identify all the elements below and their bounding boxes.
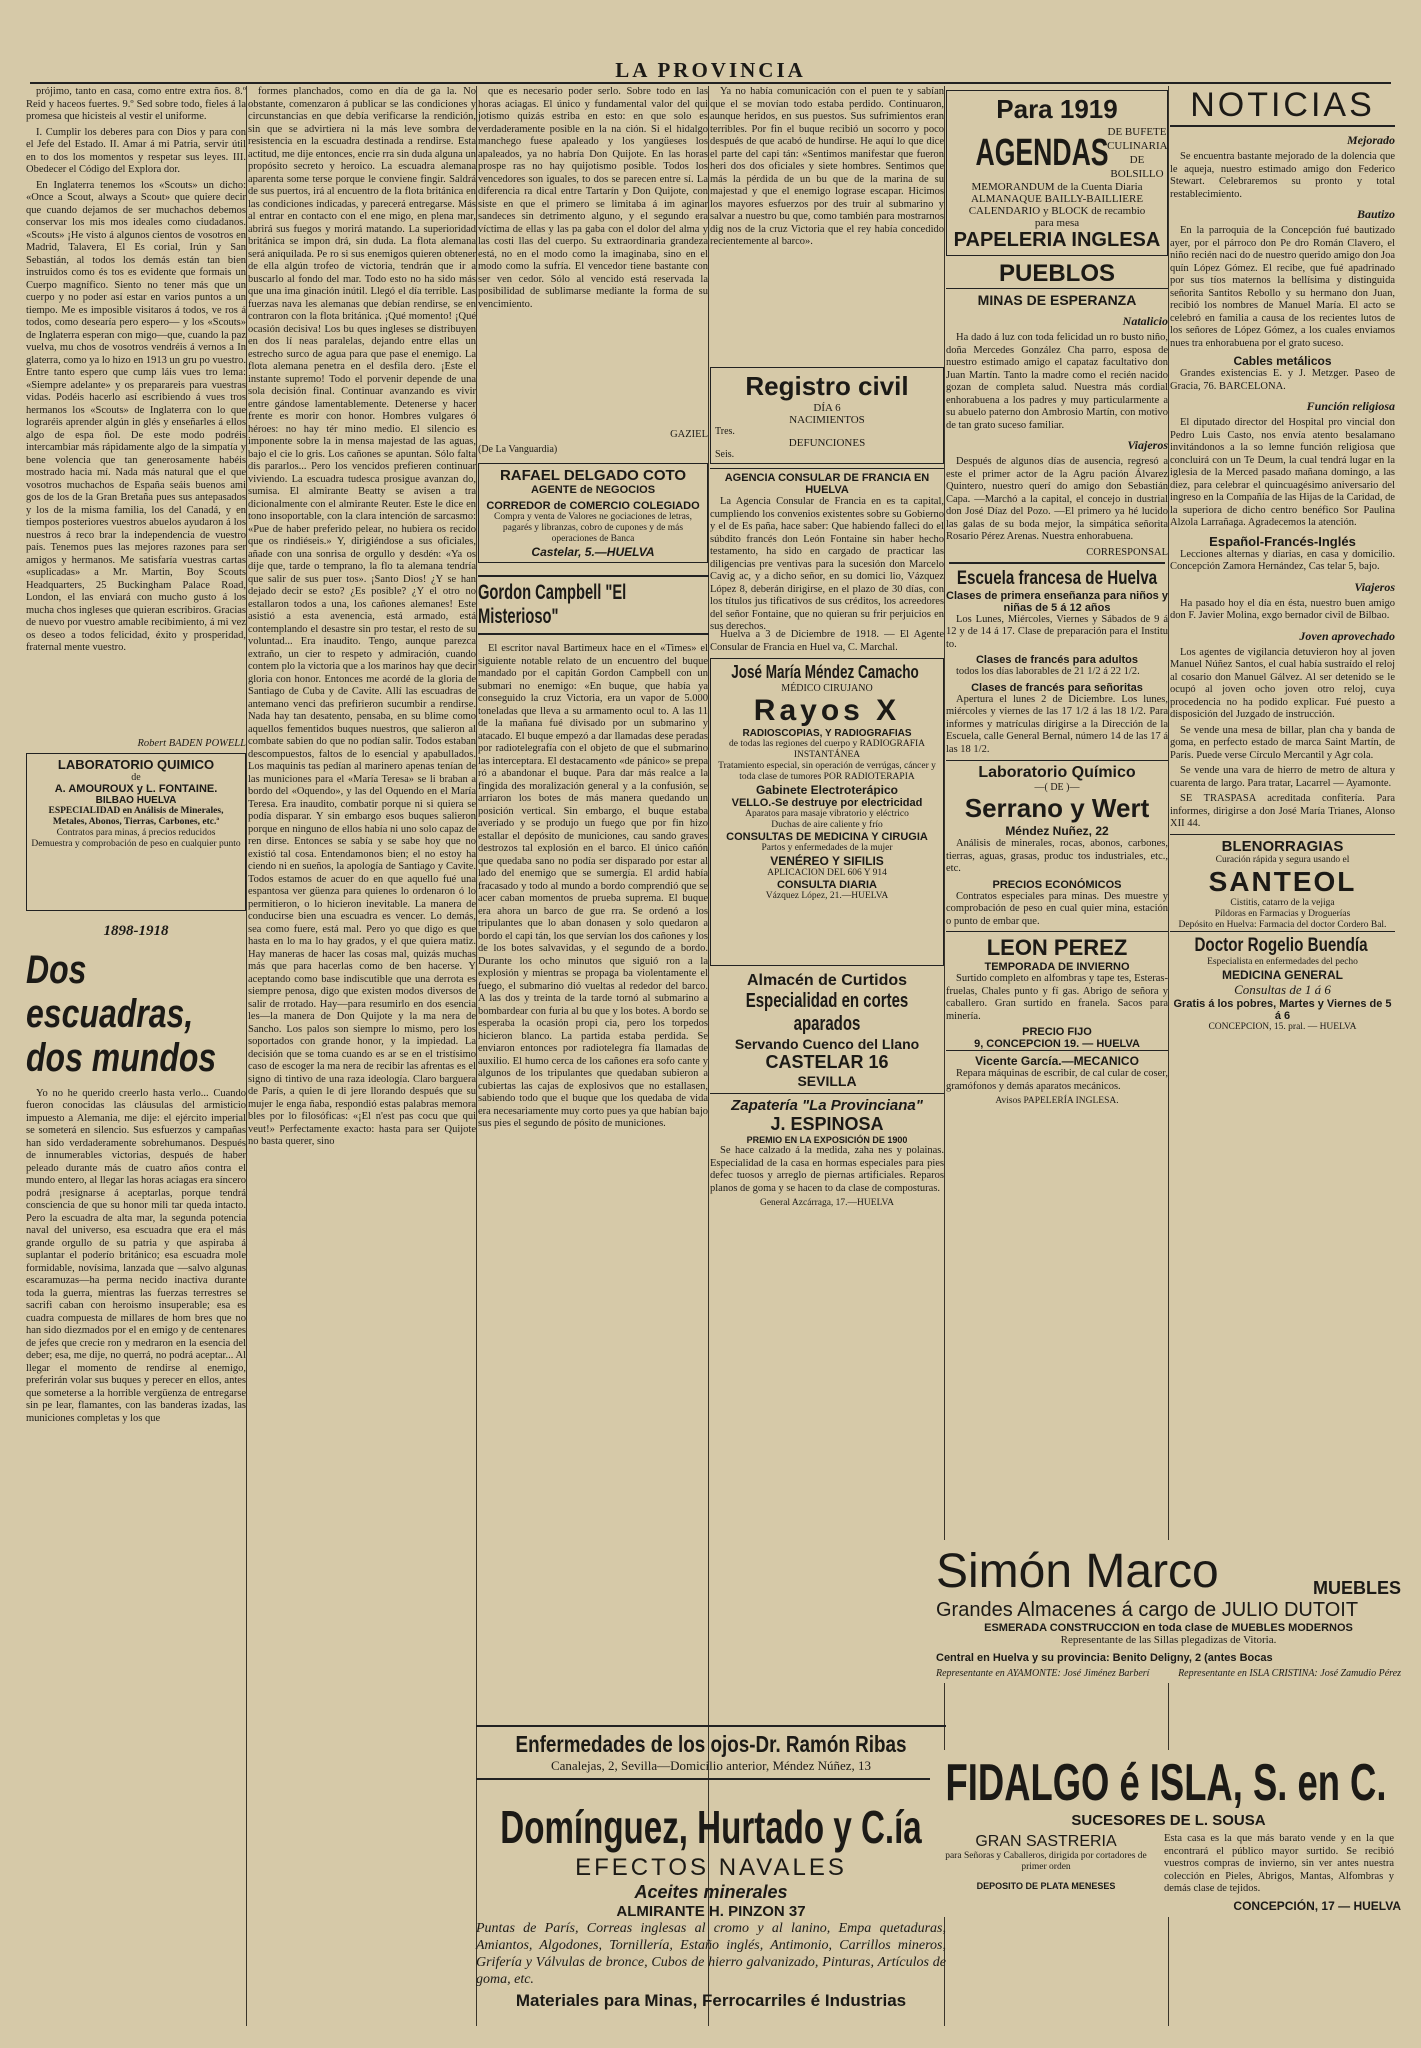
ad-leon-perez [946,931,1168,1050]
ad-ojos-ribas [476,1725,946,1780]
ad-text: Compra y venta de Valores ne gociaciones de letras, pagarés y libranzas, cobro de cupones y de más operaciones de Banca [494,512,692,544]
news-title: Viajeros [1354,579,1395,594]
ad-text: Grandes Almacenes á cargo de JULIO DUTOIT [936,1599,1359,1621]
article-text: En Inglaterra tenemos los «Scouts» un dicho: «Once a Scout, always a Scout» que quiere decir que cuando dejamos de ser muchachos debemos conservar los mis mos ideales como ciudadanos. «Scouts» ¡He visto á algunos cientos de vosotros en Madrid, Talavera, El Es corial, Irún y San Sebastián, al todos los demás están tan bien instruidos como és tos es evidente que formais un Cuerpo magnífico. Siento no tener más que un cuerpo y no poder así estar en varios puntos a un tiempo. Me es imposible visitaros á todos, ve ros á todos, como desearía pero espero— y los «Scouts» de Inglaterra esperan con migo—que, cuando la paz vuelva, mu chos de vosotros vendréis á vernos a In glaterra, como ya lo hizo en 1913 un gru po vuestro. Entre tanto espero que cump láis vues tro lema: «Siempre adelante» y os preparareis para vuestras vidas. Podéis hacerlo así escribiendo á vues tros hermanos los «Scouts» de Inglaterra con lo que lograréis aprender algún in glés y enseñarles á ellos algo de espa ñol. De este modo podréis intercambiar más rápidamente algo de la simpatía y bene volencia que tan generosamente habéis mostrado hacia mí. Nada más natural que el que vosotros muchachos de España seáis buenos ami gos de los de la Gran Bretaña pues sus antepasados y los de la misma familia, los del Canadá, y en tiempos posteriores vuestros abuelos ayudaron á los nuestros á reco brar la independencia de vuestro país. Tenemos pues las mejores razones para ser amigos y hermanos. Me satisfaría vuestras cartas «suplicadas» a Mr. Martin, Boy Scouts Headquarters, 25 Buckingham Palace Road, London, el las enviará con mucho gusto á los mucha chos ingleses que quieran escribiros. Gracias de nuevo por vuestro amable recibimiento, á mi vez os deseo a todos felicidad, éxito y prosperidad, fraternal mente vuestro. [26,179,246,653]
column-1 [26,86,246,2026]
ad-title: Zapatería "La Provinciana" [731,1097,923,1114]
news-text: Ha dado á luz con toda felicidad un ro busto niño, doña Mercedes González Cha parro, esposa de nuestro estimado amigo el capataz facultativo don Juan Martín. Tanto la madre como el recién nacido gozan de completa salud. Nuestra más cordial enhorabuena a los padres y muy particularmente a su abuelo paterno don Ambrosio Martín, con motivo de tan grato suceso familiar. [946,332,1168,431]
ad-text: J. ESPINOSA [770,1114,884,1134]
ad-text: Aceites minerales [634,1882,788,1902]
ad-text: Clases de primera enseñanza para niños y niñas de 5 á 12 años [946,589,1168,614]
ad-text: de todas las regiones del cuerpo y RADIOGRAFIA INSTANTÁNEA [728,739,926,760]
news-text: Los agentes de vigilancia detuvieron hoy al joven Manuel Núñez Santos, el cual había sustraído el reloj al cosario don Manuel Gálvez. Al ser detenido se le ocupó al joven ocho joven otro reloj, cuya procedencia no ha podido explicar. Fué puesto a disposición del Juzgado de instrucción. [1170,646,1395,720]
ad-title: Doctor Rogelio Buendía [1194,934,1368,956]
ad-text: Partos y enfermedades de la mujer [761,843,893,853]
article-text: La Agencia Consular de Francia en es ta capital, cumpliendo los convenios existentes sobre su Gobierno y el de Es paña, hace saber: Que habiendo falleci do el súbdito francés don León Fontaine sin haber hecho testamento, ha sido en cargado de practicar las diligencias pre ventivas para la sucesión don Marcelo Cavig ac, y a dicho señor, en su domici lio, Vázquez López 8, deberán dirigirse, en el plazo de 30 días, con los títulos jus tificativos de sus créditos, los acreedores del señor Fontaine, que no quieran su frir perjuicios en sus derechos. [710,496,944,632]
signature: Robert BADEN POWELL [137,737,246,749]
ad-simon-marco [930,1540,1407,1683]
ad-text: A. AMOUROUX y L. FONTAINE. [54,782,218,795]
ad-text: Tratamiento especial, sin operación de verrúgas, cáncer y toda clase de tumores POR RADIOTERAPIA [718,761,936,782]
section-title: NOTICIAS [1170,86,1395,127]
section-title: MINAS DE ESPERANZA [946,288,1168,308]
news-text: En la parroquia de la Concepción fué bautizado ayer, por el párroco don Pe dro Román Clavero, el niño recién naci do de nuestro querido amigo don Joa quín López Gómez. El recibe, que fué apadrinado por sus tíos maternos la bellísima y distinguida señorita Santitos Rebollo y su hermano don Juan, recibió los nombres de Manuel María. El acto se celebró en familia a causa de los recientes lutos de los señores de López Gómez, a los cuales enviamos nues tra enhorabuena por el grato suceso. [1170,225,1395,349]
ad-text: Gratis á los pobres, Martes y Viernes de 5 á 6 [1173,997,1392,1022]
ad-text: Clases de francés para adultos [975,654,1138,666]
ad-text: CORREDOR de COMERCIO COLEGIADO [486,500,700,512]
ad-rafael-delgado [478,463,708,563]
article-text: Huelva a 3 de Diciembre de 1918. — El Agente Consular de Francia en Huel va, C. Marchal. [710,629,944,653]
ad-text: Contratos especiales para minas. Des muestre y comprobación de peso en cual quier mina, estación o punto de embar que. [946,890,1168,927]
ad-text: Depósito en Huelva: Farmacia del doctor Cordero Bal. [1178,919,1387,930]
ad-title: FIDALGO é ISLA, S. en C. [945,1754,1387,1812]
ad-text: ALMANAQUE BAILLY-BAILLIERE [970,193,1144,205]
ad-text: ESMERADA CONSTRUCCION en toda clase de MUEBLES MODERNOS [984,1622,1353,1634]
ad-text: CONSULTA DIARIA [776,879,877,891]
ad-agendas [946,90,1168,256]
ad-title: Enfermedades de los ojos-Dr. Ramón Ribas [515,1731,907,1757]
news-title: Mejorado [1347,133,1395,147]
ad-text: de [131,771,141,783]
ad-title: Vicente García.—MECANICO [975,1054,1139,1068]
section-title: AGENCIA CONSULAR DE FRANCIA EN HUELVA [710,468,944,496]
ad-text: General Azcárraga, 17.—HUELVA [759,1198,894,1208]
ad-dominguez-hurtado [476,1800,946,2011]
civil-births: NACIMIENTOS [789,414,865,426]
news-text: Ha pasado hoy el día en ésta, nuestro buen amigo don F. Javier Molina, exgo bernador civil de Bilbao. [1170,597,1395,621]
ad-doctor-buendia [1170,931,1395,1033]
ad-title: Almacén de Curtidos [746,972,908,989]
ad-title: Domínguez, Hurtado y C.ía [500,1801,922,1853]
column-5 [946,86,1168,2026]
ad-text: Especialidad en cortes aparados [745,990,909,1035]
ad-text: Esta casa es la que más barato vende y en la que encontrará el público mayor surtido. Se recibió vuestros compras de invierno, sin ver antes nuestra colección en Pieles, Abrigos, Mantas, Alfombras y demás clase de tejidos. [1164,1833,1394,1894]
ad-text: DE BUFETE CULINARIA DE BOLSILLO [1107,126,1168,180]
column-6 [1170,86,1395,1348]
ad-text: PREMIO EN LA EXPOSICIÓN DE 1900 [746,1135,908,1145]
ad-text: Curación rápida y segura usando el [1215,854,1350,865]
ad-text: Servando Cuenco del Llano [734,1036,920,1052]
article-source: (De La Vanguardia) [478,444,558,455]
news-title: Joven aprovechado [1299,628,1395,643]
ad-text: Canalejas, 2, Sevilla—Domicilio anterior, Méndez Núñez, 13 [550,1758,872,1773]
article-text: Yo no he querido creerlo hasta verlo... Cuando fueron conocidas las cláusulas del armisticio impuesto a Alemania, me dije: el ejército imperial se someterá en silencio. Sus esfuerzos y campañas han sido verdaderamente sobrehumanos. Después de innumerables victorias, después de haber peleado durante más de cuatro años contra el mundo entero, al llegar las horas aciagas era síncero podrá ¡resignarse á aceptarlas, porque tendrá consciencia de que su honor mili tar queda intacto. Pero la escuadra de alta mar, la segunda potencia naval del universo, esa escuadra que era el más grande orgullo de su patria y que aspiraba á suplantar el poderío británico; esa escuadra mole formidable, novísima, lanzada que —salvo algunas escaramuzas—ha perma necido inactiva durante toda la guerra, mientras las fuerzas terrestres se sacrifi caban con heroismo insuperable; esa es cuadra compuesta de millares de hom bres que no han sido diezmados por el en emigo y de centenares de jefes que crecie ron y medraron en la esencia del deber; esa, me dije, no querrá, no podrá aceptar... Al llegar el momento de rendirse al enemigo, preferirán volar sus buques y perecer en ellos, antes que someterse a la horrible vergüenza de entregarse sin pe lear, flamantes, con las banderas izadas, las municiones completas y los que [26,1087,246,1424]
ad-text: EFECTOS NAVALES [575,1854,847,1881]
ad-text: Se hace calzado á la medida, zaha nes y polainas. Especialidad de la casa en hormas especiales para pies defec tuosos y arreglo de piernas artificiales. Reparos planos de goma y se hacen to da clase de composturas. [710,1145,944,1194]
ad-text: para mesa [1034,217,1080,229]
ad-text: Duchas de aire caliente y frío [771,820,883,830]
ad-title: Simón Marco [936,1545,1219,1598]
ad-text: CONSULTAS DE MEDICINA Y CIRUGIA [726,831,928,843]
section-title: Registro civil [745,371,909,401]
ad-serrano-wert [946,760,1168,928]
news-title: Bautizo [1356,207,1395,221]
civil-births-count: Tres. [715,426,735,437]
ad-text: Contratos para minas, á precios reducidos [56,827,216,838]
civil-deaths: DEFUNCIONES [788,437,866,449]
ad-text: Los Lunes, Miércoles, Viernes y Sábados de 9 á 12 y de 14 á 17. Clase de preparación para el Institu to. [946,613,1168,650]
news-text: Lecciones alternas y diarias, en casa y domicilio. Concepción Zamora Hernández, Cas telar 5, bajo. [1170,548,1395,572]
ad-text: MUEBLES [1312,1578,1401,1598]
news-text: El diputado director del Hospital pro vincial don Pedro Luis Casto, nos envía atento besalamano invitándonos a la so lemne función religiosa que concluirá con un Te Deum, la cual tendrá lugar en la iglesia de la Merced pasado mañana domingo, a las diez, para celebrar el quincuagésimo aniversario del ingreso en la Compañía de las Hijas de la Caridad, de la superiora de dicho centro benéfico Sor Paulina Alzola Larrañaga. Agradecemos la atención. [1170,417,1395,528]
ad-title: José María Méndez Camacho [731,662,919,682]
ad-text: Consultas de 1 á 6 [1234,981,1331,997]
article-headline: Gordon Campbell "El Misterioso" [478,575,709,635]
ad-text: Surtido completo en alfombras y tape tes, Esteras-fruelas, Chales punto y fí gas. Abrigo de señora y caballero. Gran surtido en franela. Sacos para minería. [946,973,1168,1022]
ad-text: VELLO.-Se destruye por electricidad [731,797,923,809]
ad-title: Rayos X [753,694,901,727]
ad-text: Apertura el lunes 2 de Diciembre. Los lunes, miércoles y viernes de las 17 1/2 á las 18 1/2. Para informes y matrículas dirigirse a la Dirección de la Escuela, calle General Bernal, número 14 de las 17 á las 18 1/2. [946,693,1168,755]
ad-title: Laboratorio Químico [978,764,1136,781]
ad-text: PAPELERIA INGLESA [953,229,1161,251]
ad-text: GRAN SASTRERIA [975,1833,1117,1850]
civil-day: DÍA 6 [813,402,841,414]
ad-text: Demuestra y comprobación de peso en cualquier punto [31,838,241,849]
column-rule [246,86,247,2026]
article-text: formes planchados, como en día de ga la. No obstante, comenzaron á publicar se las condiciones y circunstancias en que debía verificarse la rendición, sin que se advirtiera ni la más leve sombra de resistencia en la escuadra destinada a rendirse. Esta actitud, me dije entonces, encie rra sin duda alguna un propósito secreto y heroico. La escuadra alemana aparenta some terse porque le conviene fingir. Saldrá de sus puertos, irá al encuentro de la flota británica en las condiciones indicadas, y parecerá entregarse. Más al entrar en contacto con el ene migo, en plena mar, abrirá sus fuegos y morirá matando. La superioridad británica se impon drá, sin duda. La flota alemana será aniquilada. Pe ro si sus enemigos quieren obtener de ella algún trofeo de victoria, tendrán que ir a buscarlo al fondo del mar. Todo esto no ha sido más que una ima ginación inútil. Llegó el día terrible. Las fuerzas nava les alemanas que debían rendirse, se en contraron con la flota británica. ¡Qué momento! ¡Qué ocasión decisiva! Los bu ques ingleses se distribuyen en dos lí neas paralelas, dejando entre ellas un estrecho surco de agua para que pase el enemigo. La flota alemana penetra en el desfila dero. ¡Este el instante supremo! Todo el porvenir depende de una sola decisión final. Continuar avanzando es vivir entre gándose lamentablemente. Detenerse y hacer frente es morir con honor. Hombres vulgares ó héroes: no hay tér mino medio. El silencio es imponente sobre la in mensa majestad de las aguas, bajo el cie lo gris. Los cañones se apuntan. Sólo falta dis pararlos... Pero los vencidos prefieren continuar viviendo. La escuadra tudesca prosigue avanzan do, sumisa. El almirante Beatty se avisen a tra dicionalmente con el almirante Reuter. Este le dice en tono insoportable, con la clara intención de sarcasmo: «Pue de haber preferido pelear, no hubiera os recido que os rindiéseis.» Y, dirigiéndose a sus oficiales, añade con una sonrisa de orgullo y desdén: «Ya os dije que, tarde o temprano, la flo ta alemana tendría que salir de sus puer tos». ¡Santo Dios! ¿Y se han dejado decir se esto? ¿Es posible? ¿Y el otro no estallaron todos a una, los cañones alemanes! Este asistió a esta avenencia, está armado, está contemplando el desastre sin pro testar, el resto de su voluntad... Era inaudito. Tengo, aunque parezca extraño, un cier to respeto y admiración, cuando contem plo la victoria que a los marinos hay que decir gloria con honor. Entonces me acordé de la gloria de Santiago de Cuba y de Cavite. Allí las escuadras de antemano venci das prefirieron sucumbir a rendirse. Nada hay tan desatento, pensaba, en su blime como aquellos fementidos buques nuestros, que salieron al combate sabien do que no podían salir. Todos estaban descompuestos, faltos de lo esencial y apabullados. Los maquinis tas pedían al marinero apenas tenían de las municiones para el «María Teresa» se li braban a bordo del «Oquendo», y las del Oquendo en el María Teresa. Era inaudito, combatir porque ni si quiera se podía disparar. Y sin embargo esos buques salieron porque en ninguno de ellos había ni uno solo capaz de ren dirse. Entonces se sabía y se sabe hoy que no existió tal cosa. Entendamonos bien; el no estoy ha ciendo ni en sueños, la apología de Santiago y Cavite. Todos estamos de acuer do en que aquello fué una espantosa ver güenza para quienes lo ordenaron ó lo permitieron, o lo hicieron inevitable. La manera de conducirse bien una escuadra es vencer. Lo demás, sea como fuere, está mal. Pero yo que digo es que hasta en lo ma lo hay grados, y el que quiera matiz. Hay maneras de hacer las cosas mal, quizás muchas más que para hacerlas como de ben hacerse. Y aceptando como base indiscutible que una derrota es siempre penosa, digo que existen modos diversos de salir de rrotado. Hay—para resumirlo en dos esencia les—la manera de Don Quijote y la ma nera de Sancho. Los palos son siempre lo mismo, pero los soportados con grande honor, y la impiedad. La decisión que se toma cuando es ar se en el tristísimo caso de escoger la ma nera de recibir las afrentas es el signo di tintivo de una raza ideología. Claro barguera de París, a quien le di jere llorando después que su mujer le enga ñaba, respondió estas palabras memora bles por lo filosóficas: «¡El n'est pas cocu que qui veut!» Perfectamente exacto: hasta para ser Quijote no basta querer, sino [248,86,476,1147]
article-text: I. Cumplir los deberes para con Dios y para con el Jefe del Estado. II. Amar á mi Patria, servir útil en to dos los momentos y respetar sus leyes. III. Obedecer el Código del Explora dor. [26,126,246,175]
ad-text: Píldoras en Farmacias y Droguerías [1214,908,1351,919]
ad-text: todos los días laborables de 21 1/2 á 22 1/2. [956,666,1140,677]
ad-text: Puntas de París, Correas inglesas al cromo y al lanino, Empa quetaduras, Amiantos, Algodones, Tornillería, Estaño inglés, Antimonio, Carrillos mineros, Grifería y Válvulas de bronce, Cubos de hierro galvanizado, Pinturas, Artículos de goma, etc. [476,1921,946,1987]
ad-text: 9, CONCEPCION 19. — HUELVA [974,1038,1140,1050]
classified-ad: Se vende una vara de hierro de metro de altura y cuarenta de largo. Para tratar, Lacarrel — Ayamonte. [1170,765,1395,789]
ad-title: AGENDAS [975,131,1109,174]
ad-text: PRECIOS ECONÓMICOS [992,878,1122,891]
ad-title: Para 1919 [996,94,1118,124]
ad-text: Especialista en enfermedades del pecho [1207,956,1358,967]
ad-text: Castelar, 5.—HUELVA [531,545,655,559]
section-title: PUEBLOS [998,260,1115,287]
ad-text: BILBAO HUELVA [95,794,177,806]
ad-text: CONCEPCION, 15. pral. — HUELVA [1208,1021,1357,1032]
news-text: Después de algunos días de ausencia, regresó a este el primer actor de la Agru pación Álvarez Quintero, nuestro querí do amigo don Sebastián Capa. —Marchó a la capital, el concejo in dustrial don José Díaz del Pozo. —El primero ya hé lucido las galas de su boda mejor, la simpática señorita Rosario Pérez Arenas. Nuestra enhorabuena. [946,456,1168,542]
signature: GAZIEL [670,429,708,440]
ad-text: Clases de francés para señoritas [971,681,1143,694]
ad-vicente-garcia [946,1050,1168,1107]
ad-text: Representante en AYAMONTE: José Jiménez Barberí [936,1668,1150,1679]
ad-text: ESPECIALIDAD en Análisis de Minerales, Metales, Abonos, Tierras, Carbones, etc.ª [48,805,224,827]
classified-ad: SE TRASPASA acreditada confitería. Para informes, dirigirse a don José María Trianes, Alonso XII 44. [1170,793,1395,829]
ad-text: Central en Huelva y su provincia: Benito Deligny, 2 (antes Bocas [936,1652,1273,1664]
article-dates: 1898-1918 [103,922,169,939]
article-text: prójimo, tanto en casa, como entre extra ños. 8.º Reid y haceos fuertes. 9.º Sed sobre todo, fieles á la promesa que hicisteis al vestir el uniforme. [26,86,246,122]
ad-text: CASTELAR 16 [765,1052,889,1072]
ad-text: Gabinete Electroterápico [755,783,899,797]
ad-text: CONCEPCIÓN, 17 — HUELVA [1233,1898,1401,1913]
ad-text: Avisos PAPELERÍA INGLESA. [995,1096,1119,1106]
ad-text: PRECIO FIJO [1022,1026,1092,1038]
ad-text: MEMORANDUM de la Cuenta Diaria [971,181,1143,193]
ad-text: VENÉREO Y SIFILIS [770,854,884,868]
ad-text: —( DE )— [1034,782,1080,793]
ad-santeol [1170,834,1395,931]
ad-fidalgo-isla [930,1750,1407,1917]
masthead: LA PROVINCIA [30,58,1391,84]
ad-text: Representante de las Sillas plegadizas de Vitoria. [1060,1634,1277,1646]
news-title: Cables metálicos [1233,354,1332,368]
article-text: El escritor naval Bartimeux hace en el «Times» el siguiente notable relato de un encuentro del buque mandado por el capitán Gordon Campbell con un submari no enemigo: «En buque, que había ya conseguido la cruz Victoria, era un vapor de 5.000 toneladas que lleva a su armamento ocul to. A las 11 de la mañana fué divisado por un submarino y atacado. El buque empezó a dar llamadas dese peradas por radiotelegrafía con el objeto de que el submarino las interceptara. El destacamento «de pánico» se prepa ró a abandonar el buque. Para dar más realce a la fingida des moralización general y a la confusión, se arriaron los botes de más manera quedando un posición vertical. Sin embargo, el buque estaba averiado y se produjo un fuego que por fin hizo estallar el depósito de municiones, cau sando graves destrozos tal explosión en el barco. El único cañón que quedaba sano no podía ser disparado por estar al lado del enemigo que se sumergía. El ardid había fracasado y todo al mundo a bordo comprendió que se acer caban momentos de prueba suprema. El buque era ahora un barco de gue rra. Se ordenó a los tripulantes que lo aban donasen y solo quedaron a bordo el capi tán, los que servían los dos cañones y los de los botes salvavidas, y el segundo de a bordo. Durante los ocho minutos que siguió ron a la explosión y mientras se propaga ba violentamente el fuego, el submarino dió vueltas al rededor del barco. A las dos y treinta de la tarde tornó al submarino a bombardear con furia al bu que y los botes. A bordo se esperaba la ocasión propi cia, pero los torpedos hicieron blanco. La partida estaba perdida. Se enviaron entonces por radiotelegra fía llamadas de auxilio. El humo cerca de los cañones era sofo cante y algunos de los tripulantes que quedaban subieron a cubiertas las cajas de explosivos que no estallasen, sabiendo todo que el buque que los quedaba de vida era necesariamente muy corto pues ya que habían bajo sus pies el segundo de pósito de municiones. [478,643,708,1129]
ad-text: ALMIRANTE H. PINZON 37 [616,1903,806,1920]
news-text: Grandes existencias E. y J. Metzger. Paseo de Gracia, 76. BARCELONA. [1170,368,1395,392]
ad-title: Escuela francesa de Huelva [949,562,1165,590]
news-text: Se encuentra bastante mejorado de la dolencia que le aqueja, nuestro estimado amigo don Federico Stewart. Celebraremos su pronto y total restablecimiento. [1170,151,1395,200]
ad-text: SUCESORES DE L. SOUSA [1071,1812,1266,1829]
ad-title: LABORATORIO QUIMICO [57,756,215,772]
ad-title: SANTEOL [1208,865,1357,897]
ad-text: DEPOSITO DE PLATA MENESES [976,1881,1116,1891]
news-title: Función religiosa [1306,399,1395,413]
ad-text: Análisis de minerales, rocas, abonos, carbones, tierras, aguas, grasas, produc tos industriales, etc., etc. [946,838,1168,874]
news-title: Natalicio [1122,314,1168,328]
ad-text: Vázquez López, 21.—HUELVA [765,891,889,901]
ad-text: APLICACION DEL 606 Y 914 [767,868,887,878]
ad-title: BLENORRAGIAS [1221,837,1344,855]
ad-title: LEON PEREZ [986,935,1128,960]
civil-deaths-count: Seis. [715,449,735,460]
ad-laboratorio-quimico [26,753,246,911]
ad-text: CALENDARIO y BLOCK de recambio [968,205,1146,217]
ad-text: Materiales para Minas, Ferrocarriles é Industrias [515,1991,907,2010]
ad-text: Representante en ISLA CRISTINA: José Zamudio Pérez [1178,1668,1401,1679]
column-2 [248,86,476,2026]
ad-text: SEVILLA [797,1073,857,1089]
ad-title: Serrano y Wert [964,793,1150,823]
ad-title: RAFAEL DELGADO COTO [499,467,687,484]
classified-ad: Se vende una mesa de billar, plan cha y banda de goma, en perfecto estado de marca Saint Martín, de París. Puede verse Círculo Mercantil y Agr cola. [1170,724,1395,761]
article-text: que es necesario poder serlo. Sobre todo en las horas aciagas. El único y fundamental valor del qui jotismo quizás estriba en esto: en que solo es verdaderamente posible en la na ción. Si el hidalgo manchego fuese apaleado y los yangüeses los apaleados, ya no habría Don Quijote. En las horas prospe ras no hay quijotismo posible. Todos los vencedores son iguales, to dos se parecen entre sí. La diferencia ra dical entre Tartarín y Don Quijote, con siste en que el primero se limitaba á im aginar sandeces sin detrimento alguno, y el segundo era víctima de ellas y las pa gaba con el dolor del alma y las costi llas del cuerpo. Su extraordinaria grandeza está, no en el modo como la imaginaba, sino en el modo como la sufría. El vencedor tiene bastante con ser ven cedor. Sólo al vencido está reservada la posibilidad de sublimarse mediante la forma de su vencimiento. [478,86,708,310]
ad-text: RADIOSCOPIAS, Y RADIOGRAFIAS [742,728,912,739]
article-headline: Dos escuadras, dos mundos [26,947,217,1080]
ad-doctor-mendez [710,658,944,966]
column-rule [1168,86,1169,2026]
news-title: Viajeros [1127,438,1168,452]
registro-civil [710,367,944,464]
ad-text: AGENTE de NEGOCIOS [530,484,656,496]
ad-text: Repara máquinas de escribir, de cal cular de coser, gramófonos y demás aparatos mecánicos. [946,1068,1168,1092]
ad-almacen-curtidos [710,972,944,1089]
ad-text: MÉDICO CIRUJANO [781,683,873,694]
ad-text: Aparatos para masaje vibratorio y eléctrico [745,809,909,819]
article-text: Ya no había comunicación con el puen te y sabían que el se movían todo estaba perdido. Continuaron, aunque heridos, en sus puestos. Sus sufrimientos eran terribles. Por fin el buque recibió un socorro y poco después de que acabó de hundirse. He aquí lo que dice el parte del capi tán: «Sentimos manifestar que fueron heri dos dos oficiales y siete hombres. Sentimos que más la pérdida de un bu que de la marina de su majestad y que el enemigo lograse escapar. Hicimos los mayores esfuerzos por des truir al submarino y salvar a nuestro bu que, como también para mostrarnos dig nos de la cruz Victoria que el rey había concedido recientemente al barco». [710,86,944,247]
ad-text: TEMPORADA DE INVIERNO [984,961,1130,973]
ad-text: para Señoras y Caballeros, dirigida por cortadores de primer orden [945,1851,1147,1872]
signature: CORRESPONSAL [1086,546,1168,558]
ad-text: Méndez Nuñez, 22 [1005,824,1109,838]
news-title: Español-Francés-Inglés [1209,533,1356,549]
ad-text: MEDICINA GENERAL [1222,967,1343,982]
ad-zapateria [710,1093,944,1209]
ad-text: Cistitis, catarro de la vejiga [1230,897,1335,908]
